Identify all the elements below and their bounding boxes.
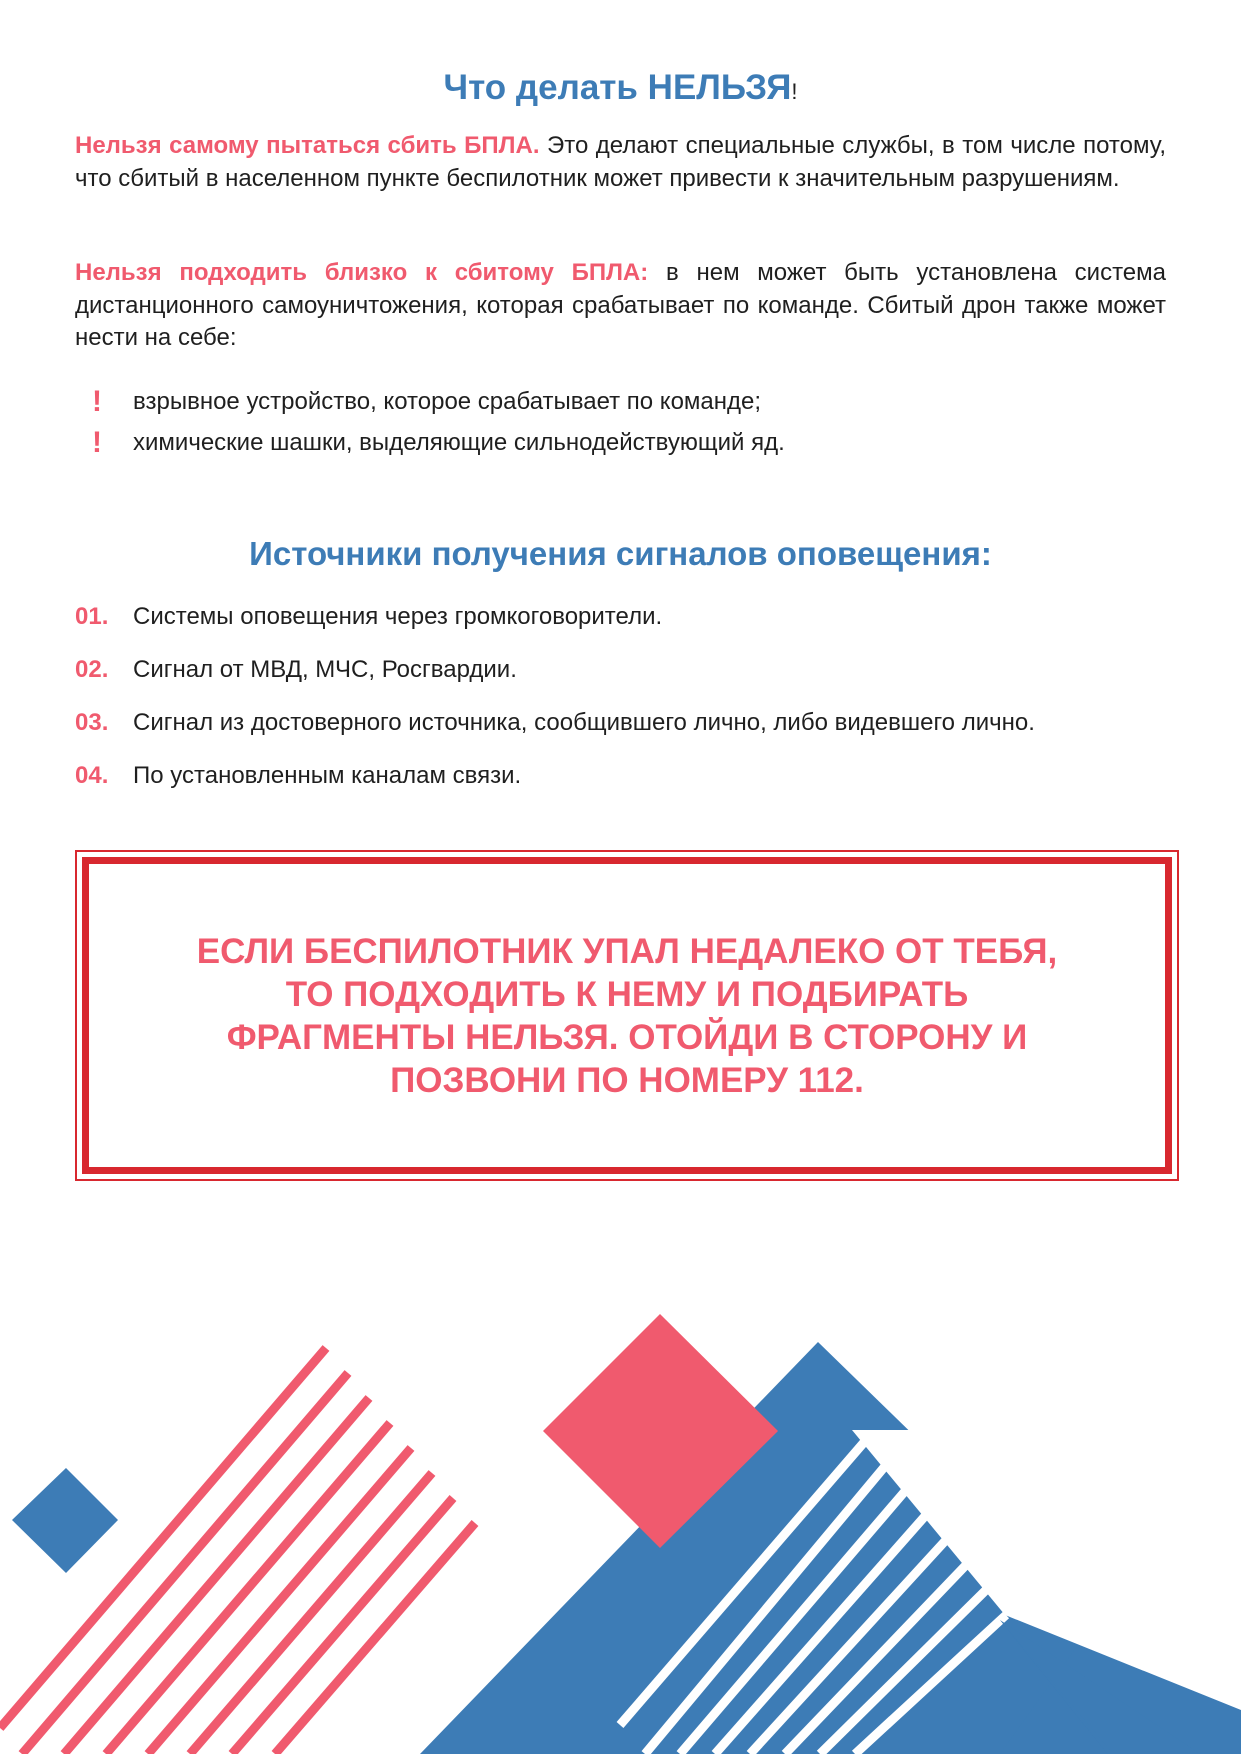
title-text: Что делать НЕЛЬЗЯ <box>443 68 792 107</box>
item-number: 04. <box>75 761 109 789</box>
blue-diamond <box>12 1468 118 1573</box>
list-item-text: По установленным каналам связи. <box>133 761 522 789</box>
list-item <box>75 643 1195 696</box>
paragraph-shoot-down <box>75 130 1166 195</box>
item-number: 02. <box>75 655 109 683</box>
paragraph-text: в нем может быть установлена система дистанционного самоуничтожения, которая срабатывает по команде. Сбитый дрон также может нести на себе: <box>75 259 1167 351</box>
paragraph-approach <box>75 257 1166 355</box>
paragraph-highlight: Нельзя самому пытаться сбить БПЛА. <box>75 132 540 159</box>
decorative-geometric-graphic <box>0 1290 1241 1754</box>
danger-list <box>75 381 1166 463</box>
paragraph-text: Это делают специальные службы, в том числе потому, что сбитый в населенном пункте беспилотник может привести к значительным разрушениям. <box>75 132 1166 192</box>
item-number: 03. <box>75 708 109 736</box>
item-number: 01. <box>75 602 109 630</box>
section-title-sources: Источники получения сигналов оповещения: <box>249 535 992 572</box>
list-item <box>75 590 1195 643</box>
list-item-text: Системы оповещения через громкоговорители. <box>133 602 663 630</box>
warning-box <box>75 850 1179 1181</box>
list-item-text: Сигнал из достоверного источника, сообщившего лично, либо видевшего лично. <box>133 708 1035 736</box>
list-item <box>75 422 1166 463</box>
list-item <box>75 749 1195 802</box>
warning-text: ЕСЛИ БЕСПИЛОТНИК УПАЛ НЕДАЛЕКО ОТ ТЕБЯ, ТО ПОДХОДИТЬ К НЕМУ И ПОДБИРАТЬ ФРАГМЕНТЫ НЕЛЬЗЯ. ОТОЙДИ В СТОРОНУ И ПОЗВОНИ ПО НОМЕРУ 112. <box>196 931 1058 1100</box>
list-item <box>75 381 1166 422</box>
list-item <box>75 696 1195 749</box>
list-item-text: Сигнал от МВД, МЧС, Росгвардии. <box>133 655 517 683</box>
exclamation-icon: ! <box>92 425 102 459</box>
section-title-forbidden <box>75 68 1166 108</box>
list-item-text: взрывное устройство, которое срабатывает по команде; <box>133 387 762 415</box>
exclamation-icon: ! <box>92 384 102 418</box>
paragraph-highlight: Нельзя подходить близко к сбитому БПЛА: <box>75 259 649 286</box>
title-suffix: ! <box>791 79 798 104</box>
list-item-text: химические шашки, выделяющие сильнодействующий яд. <box>133 428 785 456</box>
warning-box-inner <box>82 857 1172 1174</box>
sources-list <box>75 590 1195 802</box>
